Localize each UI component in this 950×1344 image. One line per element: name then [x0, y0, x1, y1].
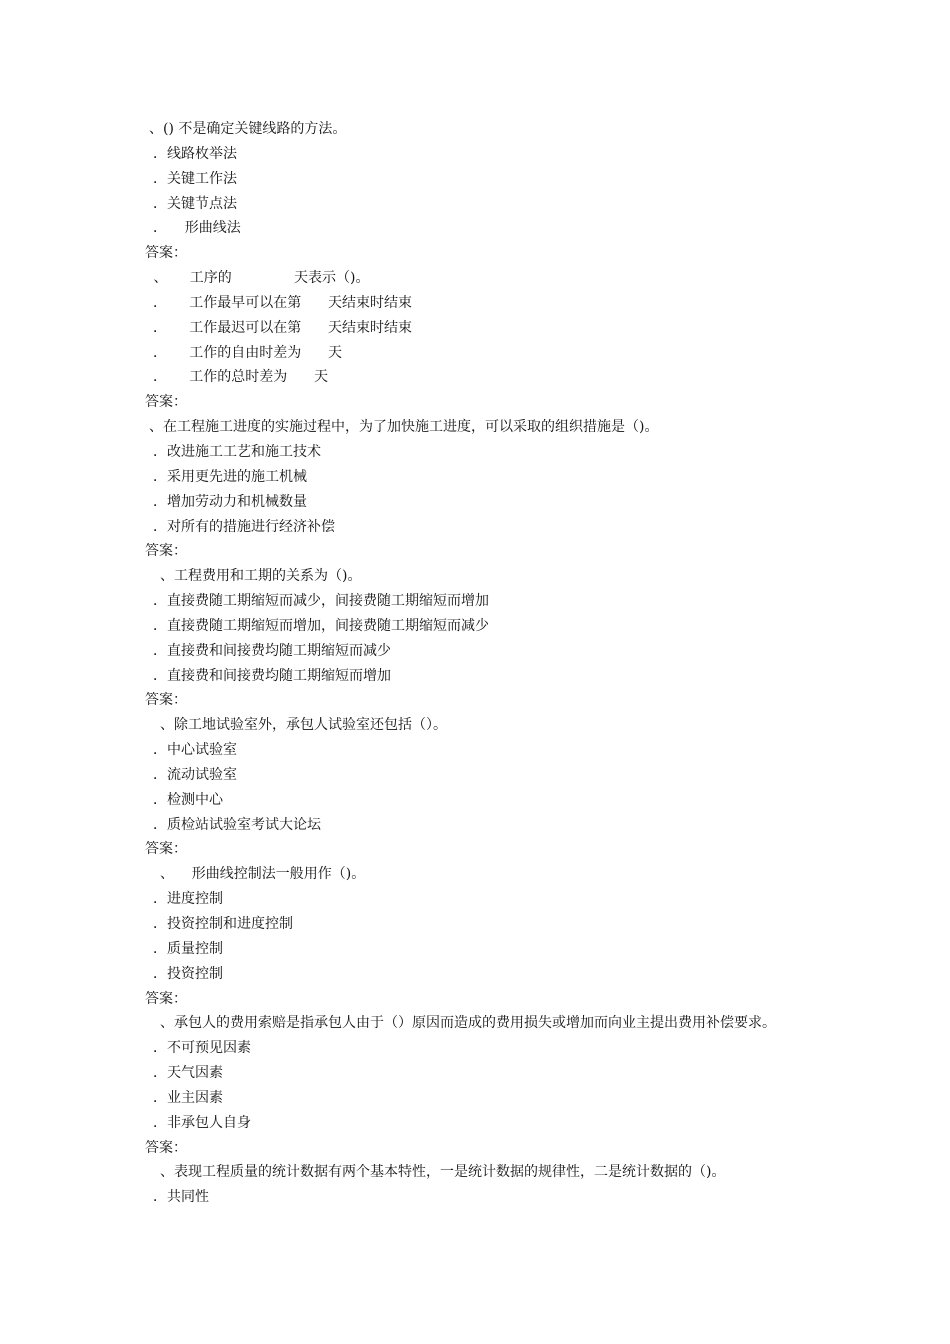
question-3-option-d: ．对所有的措施进行经济补偿 [153, 518, 335, 535]
question-7-option-b: ．天气因素 [153, 1065, 223, 1082]
question-7-answer: 答案： [145, 1139, 187, 1156]
question-5-option-c: ．检测中心 [153, 791, 223, 808]
question-1-option-d: ． 形曲线法 [153, 220, 241, 237]
question-4-answer: 答案： [145, 692, 187, 709]
question-7-option-c: ．业主因素 [153, 1089, 223, 1106]
question-8-stem: 、表现工程质量的统计数据有两个基本特性，一是统计数据的规律性，二是统计数据的（)。 [160, 1164, 726, 1181]
question-2-option-c: ． 工作的自由时差为 天 [153, 344, 342, 361]
question-4-option-b: ．直接费随工期缩短而增加，间接费随工期缩短而减少 [153, 617, 489, 634]
question-5-option-a: ．中心试验室 [153, 742, 237, 759]
question-1-answer: 答案： [145, 245, 187, 262]
question-5-answer: 答案： [145, 841, 187, 858]
question-4-option-c: ．直接费和间接费均随工期缩短而减少 [153, 642, 391, 659]
question-6-answer: 答案： [145, 990, 187, 1007]
question-6-option-b: ．投资控制和进度控制 [153, 916, 293, 932]
question-2-option-a: ． 工作最早可以在第 天结束时结束 [153, 294, 412, 311]
question-1-stem: 、() 不是确定关键线路的方法。 [149, 121, 347, 137]
question-6-option-c: ．质量控制 [153, 940, 223, 957]
question-7-stem: 、承包人的费用索赔是指承包人由于（）原因而造成的费用损失或增加而向业主提出费用补偿要求。 [160, 1015, 776, 1032]
question-list [145, 117, 925, 1210]
question-1-option-c: ．关键节点法 [153, 195, 237, 212]
question-4-option-a: ．直接费随工期缩短而减少，间接费随工期缩短而增加 [153, 593, 489, 610]
question-3-option-a: ．改进施工工艺和施工技术 [153, 443, 321, 460]
question-1-option-a: ．线路枚举法 [153, 145, 237, 162]
question-3-option-c: ．增加劳动力和机械数量 [153, 493, 307, 510]
question-6-option-a: ．进度控制 [153, 891, 223, 908]
question-2-stem: 、 工序的 天表示（)。 [149, 270, 370, 287]
question-5-stem: 、除工地试验室外，承包人试验室还包括（）。 [160, 717, 447, 734]
question-5-option-b: ．流动试验室 [153, 766, 237, 783]
question-3-option-b: ．采用更先进的施工机械 [153, 468, 307, 485]
question-2-option-b: ． 工作最迟可以在第 天结束时结束 [153, 319, 412, 336]
question-1-option-b: ．关键工作法 [153, 170, 237, 187]
question-8-option-a: ．共同性 [153, 1189, 209, 1206]
question-6-option-d: ．投资控制 [153, 965, 223, 982]
question-7-option-a: ．不可预见因素 [153, 1040, 251, 1057]
question-4-option-d: ．直接费和间接费均随工期缩短而增加 [153, 667, 391, 684]
question-6-stem: 、 形曲线控制法一般用作（)。 [160, 866, 366, 883]
question-2-option-d: ． 工作的总时差为 天 [153, 369, 328, 386]
question-5-option-d: ．质检站试验室考试大论坛 [153, 816, 321, 833]
question-3-stem: 、在工程施工进度的实施过程中，为了加快施工进度，可以采取的组织措施是（)。 [149, 419, 659, 436]
question-7-option-d: ．非承包人自身 [153, 1114, 251, 1131]
question-4-stem: 、工程费用和工期的关系为（)。 [160, 568, 362, 585]
question-2-answer: 答案： [145, 394, 187, 411]
question-3-answer: 答案： [145, 543, 187, 560]
